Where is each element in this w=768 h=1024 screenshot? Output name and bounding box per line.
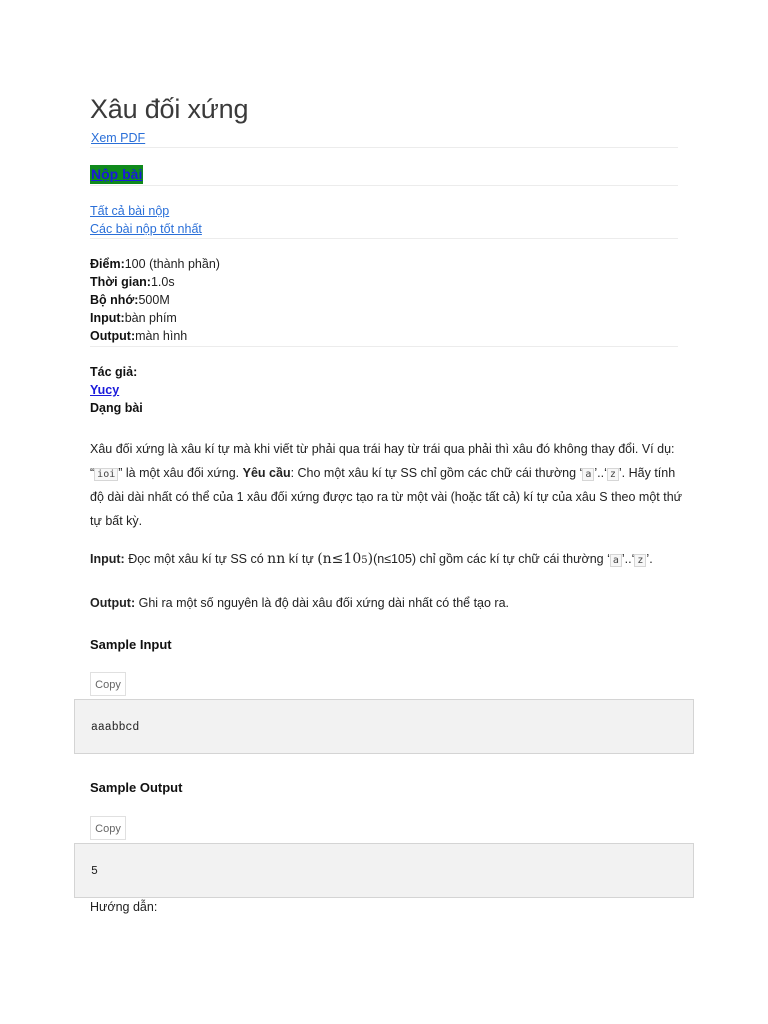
sample-output-block: 5 <box>74 843 694 898</box>
memory-row <box>90 293 170 307</box>
input-value: bàn phím <box>124 311 177 325</box>
input-text: ’..‘ <box>621 552 635 566</box>
guide-label: Hướng dẫn: <box>90 900 158 914</box>
sample-input-heading: Sample Input <box>90 637 172 652</box>
requirement-label: Yêu cầu <box>242 465 291 480</box>
math-n: nn <box>267 551 286 567</box>
points-value: 100 (thành phần) <box>124 257 220 271</box>
input-paragraph <box>90 548 690 573</box>
statement-text: Xâu đối xứng là xâu kí tự mà khi viết từ phải qua trái hay từ trái qua phải thì xâu đó không thay đổi. Ví dụ: “ <box>90 442 675 480</box>
output-heading: Output: <box>90 596 136 610</box>
output-label: Output: <box>90 329 136 343</box>
time-row <box>90 275 175 289</box>
output-text: Ghi ra một số nguyên là độ dài xâu đối xứng dài nhất có thể tạo ra. <box>135 596 510 610</box>
statement-text: ’..‘ <box>594 465 607 480</box>
statement-text: : Cho một xâu kí tự SS chỉ gồm các chữ cái thường ‘ <box>290 465 583 480</box>
best-submissions-link[interactable]: Các bài nộp tốt nhất <box>90 222 202 236</box>
submit-button[interactable]: Nộp bài <box>91 166 143 182</box>
math-close: ) <box>367 551 374 567</box>
input-label: Input: <box>90 311 125 325</box>
view-pdf-link[interactable]: Xem PDF <box>91 131 146 145</box>
memory-label: Bộ nhớ: <box>90 293 139 307</box>
output-paragraph <box>90 592 690 616</box>
points-label: Điểm: <box>90 257 125 271</box>
sample-input-block: aaabbcd <box>74 699 694 754</box>
divider <box>90 185 678 186</box>
output-row <box>90 329 187 343</box>
sample-output-heading: Sample Output <box>90 780 183 795</box>
copy-input-button[interactable]: Copy <box>90 672 126 696</box>
math-constraint: (n≤10 <box>317 551 362 567</box>
input-text: (n≤105) chỉ gồm các kí tự chữ cái thường ‘ <box>373 552 610 566</box>
problem-type-label: Dạng bài <box>90 401 143 415</box>
char-a-code: a <box>610 554 622 567</box>
statement-text: ’. Hãy tính độ dài dài nhất có thể của 1 xâu đối xứng được tạo ra từ một vài (hoặc tất cả) kí tự của xâu S theo một thứ tự bất kỳ. <box>90 465 683 528</box>
time-value: 1.0s <box>150 275 175 289</box>
input-text: ’. <box>646 552 653 566</box>
char-z-code: z <box>607 468 619 481</box>
input-text: Đọc một xâu kí tự SS có <box>124 552 268 566</box>
output-value: màn hình <box>135 329 188 343</box>
input-row <box>90 311 177 325</box>
char-z-code: z <box>634 554 646 567</box>
input-text: kí tự <box>285 552 318 566</box>
author-link[interactable]: Yucy <box>90 383 120 397</box>
divider <box>90 346 678 347</box>
time-label: Thời gian: <box>90 275 151 289</box>
statement-text: ” là một xâu đối xứng. <box>118 465 243 480</box>
math-exponent: 5 <box>361 555 368 566</box>
problem-title: Xâu đối xứng <box>90 94 249 124</box>
points-row <box>90 257 220 271</box>
example-code: ioi <box>94 468 118 481</box>
memory-value: 500M <box>138 293 170 307</box>
author-label: Tác giả: <box>90 365 138 379</box>
divider <box>90 147 678 148</box>
all-submissions-link[interactable]: Tất cả bài nộp <box>90 204 170 218</box>
char-a-code: a <box>582 468 594 481</box>
divider <box>90 238 678 239</box>
input-heading: Input: <box>90 552 125 566</box>
statement-paragraph <box>90 438 690 533</box>
copy-output-button[interactable]: Copy <box>90 816 126 840</box>
